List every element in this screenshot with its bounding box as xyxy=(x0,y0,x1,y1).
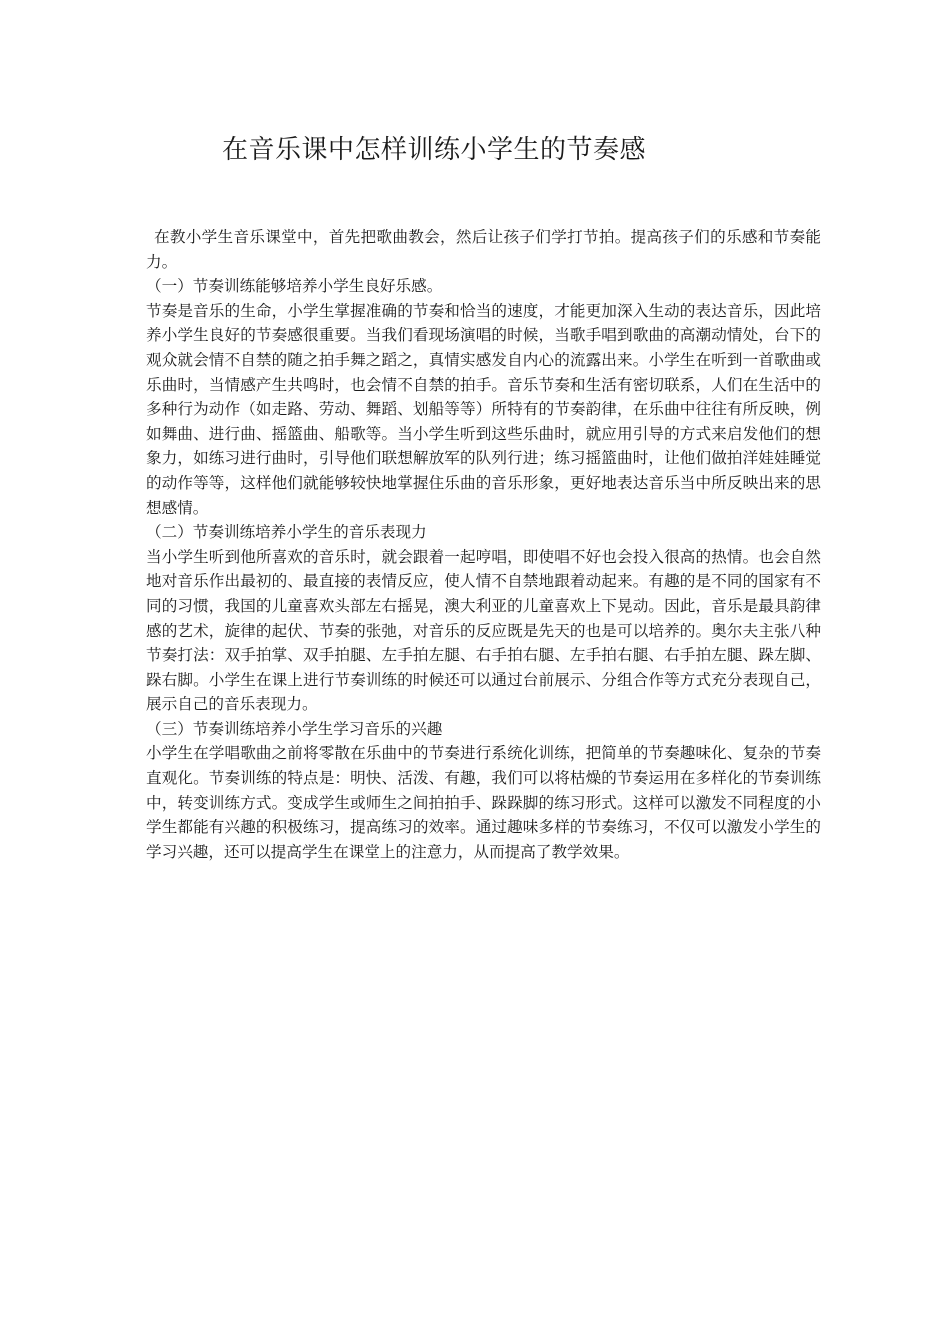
document-body xyxy=(146,225,821,864)
section-body-1: 节奏是音乐的生命，小学生掌握准确的节奏和恰当的速度，才能更加深入生动的表达音乐，因此培养小学生良好的节奏感很重要。当我们看现场演唱的时候，当歌手唱到歌曲的高潮动情处，台下的观众就会情不自禁的随之拍手舞之蹈之，真情实感发自内心的流露出来。小学生在听到一首歌曲或乐曲时，当情感产生共鸣时，也会情不自禁的拍手。音乐节奏和生活有密切联系，人们在生活中的多种行为动作（如走路、劳动、舞蹈、划船等等）所特有的节奏韵律，在乐曲中往往有所反映，例如舞曲、进行曲、摇篮曲、船歌等。当小学生听到这些乐曲时，就应用引导的方式来启发他们的想象力，如练习进行曲时，引导他们联想解放军的队列行进；练习摇篮曲时，让他们做拍洋娃娃睡觉的动作等等，这样他们就能够较快地掌握住乐曲的音乐形象，更好地表达音乐当中所反映出来的思想感情。 xyxy=(146,301,821,517)
section-heading-1: （一）节奏训练能够培养小学生良好乐感。 xyxy=(146,277,443,296)
section-heading-2: （二）节奏训练培养小学生的音乐表现力 xyxy=(146,523,427,542)
intro-paragraph: 在教小学生音乐课堂中，首先把歌曲教会，然后让孩子们学打节拍。提高孩子们的乐感和节奏能力。 xyxy=(146,228,821,271)
section-body-2: 当小学生听到他所喜欢的音乐时，就会跟着一起哼唱，即使唱不好也会投入很高的热情。也会自然地对音乐作出最初的、最直接的表情反应，使人情不自禁地跟着动起来。有趣的是不同的国家有不同的习惯，我国的儿童喜欢头部左右摇晃，澳大利亚的儿童喜欢上下晃动。因此，音乐是最具韵律感的艺术，旋律的起伏、节奏的张弛，对音乐的反应既是先天的也是可以培养的。奥尔夫主张八种节奏打法：双手拍掌、双手拍腿、左手拍左腿、右手拍右腿、左手拍右腿、右手拍左腿、跺左脚、跺右脚。小学生在课上进行节奏训练的时候还可以通过台前展示、分组合作等方式充分表现自己，展示自己的音乐表现力。 xyxy=(146,547,821,714)
section-heading-3: （三）节奏训练培养小学生学习音乐的兴趣 xyxy=(146,719,443,738)
document-title: 在音乐课中怎样训练小学生的节奏感 xyxy=(222,135,647,165)
section-body-3: 小学生在学唱歌曲之前将零散在乐曲中的节奏进行系统化训练，把简单的节奏趣味化、复杂的节奏直观化。节奏训练的特点是：明快、活泼、有趣，我们可以将枯燥的节奏运用在多样化的节奏训练中，转变训练方式。变成学生或师生之间拍拍手、跺跺脚的练习形式。这样可以激发不同程度的小学生都能有兴趣的积极练习，提高练习的效率。通过趣味多样的节奏练习，不仅可以激发小学生的学习兴趣，还可以提高学生在课堂上的注意力，从而提高了教学效果。 xyxy=(146,744,821,861)
